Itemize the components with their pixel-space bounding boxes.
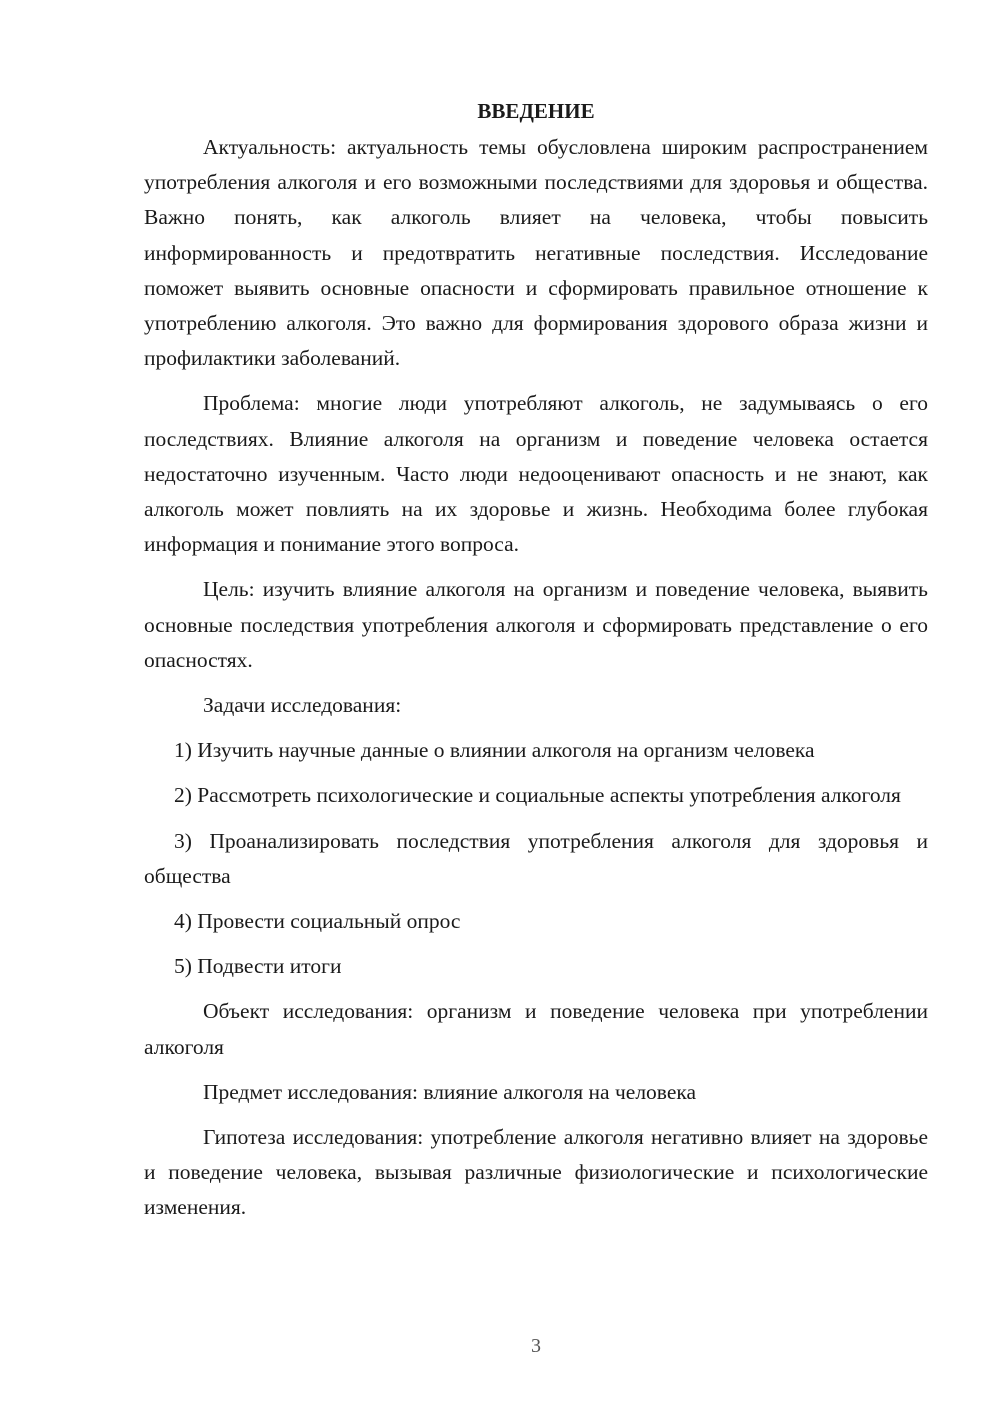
section-title: ВВЕДЕНИЕ [477,99,595,123]
task-item-2: 2) Рассмотреть психологические и социальные аспекты употребления алкоголя [174,783,901,808]
paragraph-tasks-heading: Задачи исследования: [203,693,402,718]
paragraph-object: Объект исследования: организм и поведение человека при употреблении алкоголя [144,999,928,1059]
page-number: 3 [531,1335,541,1357]
task-item-4: 4) Провести социальный опрос [174,909,461,934]
paragraph-subject: Предмет исследования: влияние алкоголя на человека [203,1079,697,1104]
task-item-3: 3) Проанализировать последствия употребления алкоголя для здоровья и общества [144,828,928,888]
paragraph-goal: Цель: изучить влияние алкоголя на организм и поведение человека, выявить основные последствия употребления алкоголя и сформировать представление о его опасностях. [144,577,928,672]
paragraph-hypothesis: Гипотеза исследования: употребление алкоголя негативно влияет на здоровье и поведение человека, вызывая различные физиологические и психологические изменения. [144,1125,928,1220]
page-content [144,96,928,1236]
task-item-1: 1) Изучить научные данные о влиянии алкоголя на организм человека [174,738,815,763]
paragraph-relevance: Актуальность: актуальность темы обусловлена широким распространением употребления алкоголя и его возможными последствиями для здоровья и общества. Важно понять, как алкоголь влияет на человека, чтобы повысить информированность и предотвратить негативные последствия. Исследование поможет выявить основные опасности и сформировать правильное отношение к употреблению алкоголя. Это важно для формирования здорового образа жизни и профилактики заболеваний. [144,135,928,371]
paragraph-problem: Проблема: многие люди употребляют алкоголь, не задумываясь о его последствиях. Влияние алкоголя на организм и поведение человека остается недостаточно изученным. Часто люди недооценивают опасность и не знают, как алкоголь может повлиять на их здоровье и жизнь. Необходима более глубокая информация и понимание этого вопроса. [144,391,928,557]
task-item-5: 5) Подвести итоги [174,954,342,979]
